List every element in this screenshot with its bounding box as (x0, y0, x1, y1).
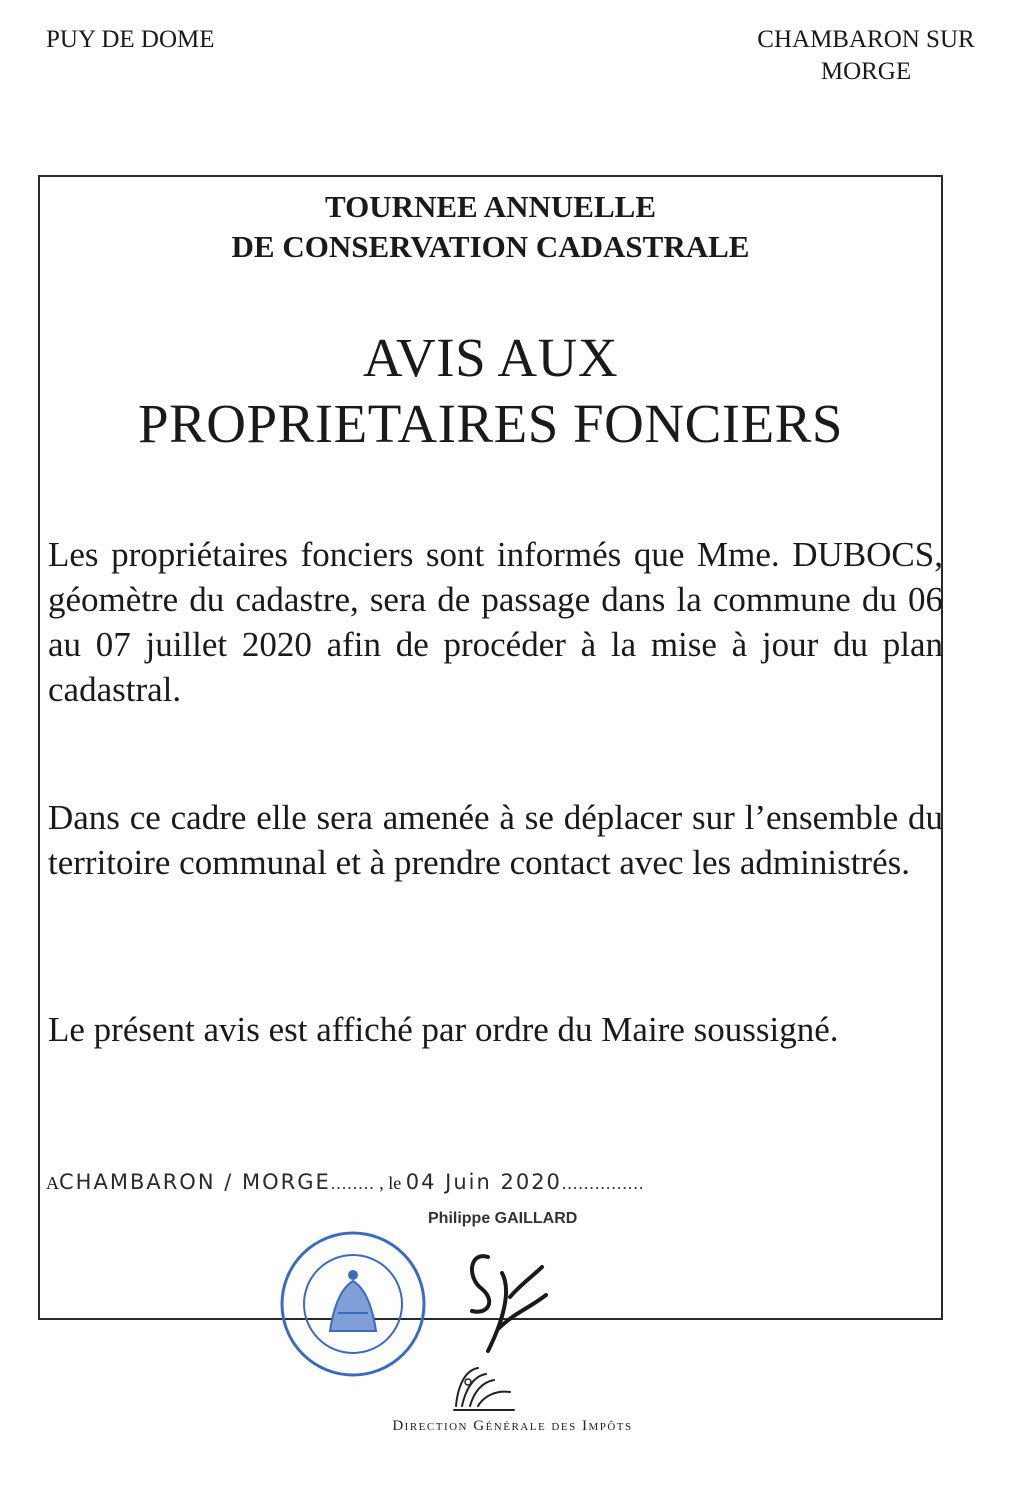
department-header: PUY DE DOME (46, 26, 215, 53)
commune-header (730, 24, 1002, 88)
notice-subtitle-line1: TOURNEE ANNUELLE (324, 189, 657, 224)
place-prefix: A (46, 1173, 59, 1193)
commune-header-line2: MORGE (820, 58, 912, 85)
notice-frame (38, 175, 943, 1320)
date-prefix: , le (379, 1173, 402, 1193)
notice-paragraph-3: Le présent avis est affiché par ordre du Maire soussigné. (48, 1010, 839, 1049)
notice-title-line2: PROPRIETAIRES FONCIERS (138, 393, 843, 454)
notice-subtitle-line2: DE CONSERVATION CADASTRALE (231, 229, 750, 264)
town-hall-stamp (278, 1229, 428, 1379)
notice-paragraph-2: Dans ce cadre elle sera amenée à se déplacer sur l’ensemble du territoire communal et à prendre contact avec les administrés. (48, 798, 943, 882)
date-dots: ............... (561, 1173, 645, 1193)
place-date-line (46, 1167, 836, 1198)
place-handwritten: CHAMBARON / MORGE (59, 1170, 331, 1194)
mayor-signature (458, 1245, 568, 1365)
notice-paragraph-1: Les propriétaires fonciers sont informés que Mme. DUBOCS, géomètre du cadastre, sera de passage dans la commune du 06 au 07 juillet 2020 afin de procéder à la mise à jour du plan cadastral. (48, 535, 943, 709)
place-dots: ........ (330, 1173, 375, 1193)
commune-header-line1: CHAMBARON SUR (757, 26, 975, 53)
mayor-name: Philippe GAILLARD (428, 1210, 578, 1227)
dgi-name: Direction Générale des Impôts (392, 1418, 633, 1434)
notice-title-line1: AVIS AUX (362, 327, 619, 388)
date-handwritten: 04 Juin 2020 (405, 1170, 562, 1194)
dgi-logo (448, 1362, 518, 1414)
